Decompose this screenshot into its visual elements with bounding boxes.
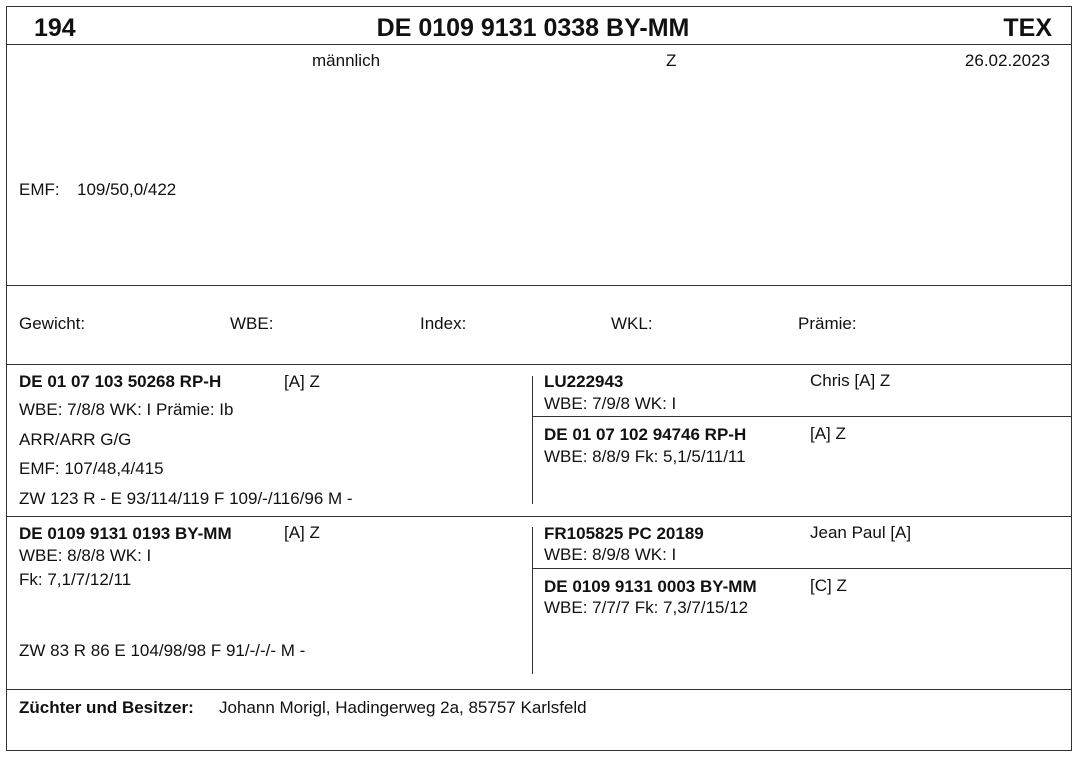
sire-dam-line-1: WBE: 8/8/9 Fk: 5,1/5/11/11: [544, 447, 746, 466]
dam-line-2: Fk: 7,1/7/12/11: [19, 570, 132, 589]
sire-line-3: EMF: 107/48,4/415: [19, 459, 164, 478]
birth-date: 26.02.2023: [964, 51, 1050, 70]
breeder-label: Züchter und Besitzer:: [19, 698, 194, 717]
sire-sire-line-1: WBE: 7/9/8 WK: I: [544, 394, 677, 413]
sire-dam-section-divider: [6, 516, 1072, 517]
dam-parents-divider: [532, 568, 1072, 569]
dam-column-divider: [532, 527, 533, 674]
dam-dam-id: DE 0109 9131 0003 BY-MM: [544, 577, 757, 596]
sire-column-divider: [532, 376, 533, 504]
dam-line-3: ZW 83 R 86 E 104/98/98 F 91/-/-/- M -: [19, 641, 306, 660]
dam-sire-tags: Jean Paul [A]: [810, 523, 912, 542]
emf-label: EMF:: [19, 180, 60, 199]
sire-id: DE 01 07 103 50268 RP-H: [19, 372, 222, 391]
wkl-label: WKL:: [611, 314, 653, 333]
sire-line-1: WBE: 7/8/8 WK: I Prämie: Ib: [19, 400, 234, 419]
sire-sire-tags: Chris [A] Z: [810, 371, 891, 390]
sire-dam-tags: [A] Z: [810, 424, 846, 443]
emf-value: 109/50,0/422: [77, 180, 177, 199]
sire-line-2: ARR/ARR G/G: [19, 430, 132, 449]
sire-parents-divider: [532, 416, 1072, 417]
header-divider: [6, 44, 1072, 45]
dam-line-1: WBE: 8/8/8 WK: I: [19, 546, 152, 565]
sire-dam-id: DE 01 07 102 94746 RP-H: [544, 425, 747, 444]
dam-sire-id: FR105825 PC 20189: [544, 524, 704, 543]
dam-tags: [A] Z: [284, 523, 320, 542]
dam-sire-line-1: WBE: 8/9/8 WK: I: [544, 545, 677, 564]
dam-dam-tags: [C] Z: [810, 576, 847, 595]
sire-tags: [A] Z: [284, 372, 320, 391]
status-code: Z: [666, 51, 677, 70]
info-divider: [6, 285, 1072, 286]
premium-label: Prämie:: [798, 314, 857, 333]
breed-code: TEX: [1003, 14, 1052, 42]
sire-sire-id: LU222943: [544, 372, 624, 391]
dam-dam-line-1: WBE: 7/7/7 Fk: 7,3/7/15/12: [544, 598, 749, 617]
sex-value: männlich: [312, 51, 381, 70]
sire-line-4: ZW 123 R - E 93/114/119 F 109/-/116/96 M -: [19, 489, 353, 508]
breeder-divider: [6, 689, 1072, 690]
wbe-label: WBE:: [230, 314, 274, 333]
dam-id: DE 0109 9131 0193 BY-MM: [19, 524, 232, 543]
weight-label: Gewicht:: [19, 314, 86, 333]
breeder-value: Johann Morigl, Hadingerweg 2a, 85757 Karlsfeld: [219, 698, 587, 717]
animal-registration-id: DE 0109 9131 0338 BY-MM: [376, 14, 690, 42]
index-label: Index:: [420, 314, 467, 333]
metrics-divider: [6, 364, 1072, 365]
catalog-number: 194: [34, 14, 76, 42]
